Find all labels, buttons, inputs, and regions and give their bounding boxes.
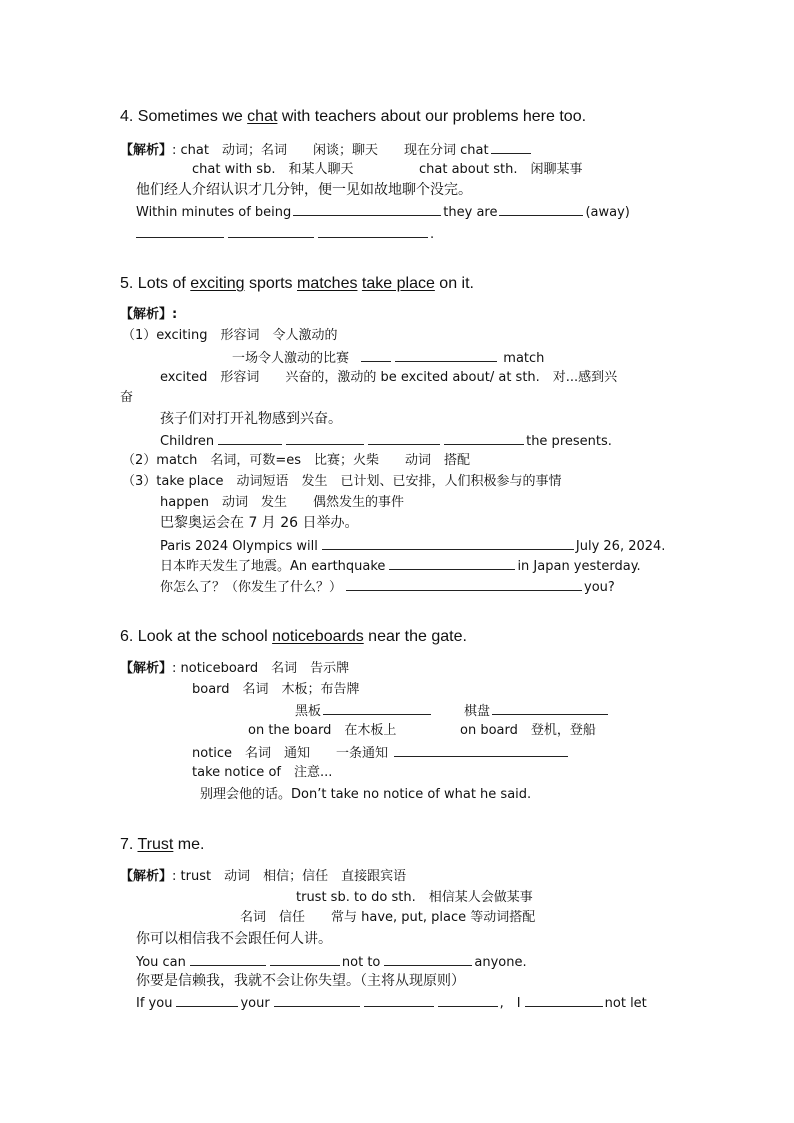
q5-keyword-exciting: exciting	[190, 275, 245, 292]
q5-children-cn-text: 孩子们对打开礼物感到兴奋。	[160, 411, 342, 427]
q5-keyword-take-place: take place	[361, 275, 435, 292]
blank[interactable]	[384, 952, 472, 966]
blank[interactable]	[293, 202, 441, 216]
q7-example2-en-b: your	[240, 996, 270, 1011]
q5-children-en-a: Children	[160, 434, 215, 449]
q5-exciting-def: exciting 形容词 令人激动的	[156, 328, 338, 343]
q6-on-the-board	[248, 722, 396, 740]
item-number: （3）	[122, 474, 157, 489]
q5-you	[160, 577, 615, 597]
q4-sentence-post: with teachers about our problems here too.	[277, 108, 587, 125]
q5-paris-en-end: July 26, 2024.	[575, 539, 666, 554]
q5-paris-cn-text: 巴黎奥运会在 7 月 26 日举办。	[160, 515, 359, 531]
q7-number: 7.	[120, 836, 138, 853]
q4-example-en-a: Within minutes of being	[136, 205, 292, 220]
q7-example1-en	[136, 952, 527, 972]
blank[interactable]	[395, 348, 497, 362]
q4-example-cn-text: 他们经人介绍认识才几分钟，便一见如故地聊个没完。	[136, 182, 472, 198]
q4-period: .	[430, 227, 435, 242]
q7-analysis-line1	[120, 868, 406, 886]
q5-number: 5.	[120, 275, 138, 292]
blank[interactable]	[346, 577, 582, 591]
blank[interactable]	[499, 202, 583, 216]
q6-on-board-text: on board 登机，登船	[460, 723, 596, 738]
blank[interactable]	[274, 993, 360, 1007]
blank[interactable]	[491, 140, 531, 154]
blank[interactable]	[361, 348, 391, 362]
analysis-tag: 【解析】	[120, 143, 173, 158]
q6-on-board	[460, 722, 596, 740]
q6-notice-def	[192, 743, 570, 763]
q5-quake-b: in Japan yesterday.	[517, 559, 641, 574]
q4-sentence-pre: Sometimes we	[137, 108, 248, 125]
q4-analysis-line2	[192, 161, 353, 179]
q6-sentence-post: near the gate.	[363, 628, 467, 645]
q5-analysis-tag	[120, 306, 177, 324]
q5-excited-text: excited 形容词 兴奋的，激动的 be excited about/ at sth. 对...感到兴	[160, 370, 618, 385]
q7-heading	[120, 834, 204, 856]
q6-sentence-pre: Look at the school	[137, 628, 273, 645]
q7-sentence-post: me.	[173, 836, 205, 853]
q6-keyword: noticeboards	[272, 628, 364, 645]
q4-chat-with: chat with sb. 和某人聊天	[192, 162, 354, 177]
q4-heading	[120, 106, 586, 128]
q5-take-place-def: take place 动词短语 发生 已计划、已安排，人们积极参与的事情	[156, 474, 562, 489]
blank[interactable]	[190, 952, 266, 966]
blank[interactable]	[364, 993, 434, 1007]
blank[interactable]	[323, 701, 431, 715]
q5-children-cn	[160, 410, 342, 428]
blank[interactable]	[228, 224, 314, 238]
q5-paris-cn	[160, 514, 359, 532]
blank[interactable]	[394, 743, 568, 757]
q5-item3	[122, 473, 562, 491]
q5-match-def: match 名词，可数=es 比赛；火柴 动词 搭配	[156, 453, 471, 468]
q6-blackboard	[295, 701, 433, 721]
q6-example-text: 别理会他的话。Don’t take no notice of what he said.	[200, 787, 532, 802]
q6-example	[200, 786, 531, 804]
q7-trust-pattern	[296, 889, 533, 907]
q5-children-en	[160, 431, 612, 451]
blank[interactable]	[389, 556, 515, 570]
q5-quake	[160, 556, 641, 576]
q4-keyword: chat	[247, 108, 278, 125]
q5-exciting-example-en: match	[503, 351, 545, 366]
q7-example2-en-c: , I	[499, 996, 521, 1011]
q4-example-en-b: they are	[443, 205, 498, 220]
q6-chessboard	[464, 701, 610, 721]
q4-analysis-line1	[120, 140, 533, 160]
q5-heading	[120, 273, 474, 295]
q5-exciting-example	[232, 348, 544, 368]
blank[interactable]	[525, 993, 603, 1007]
q7-example2-en	[136, 993, 647, 1013]
q5-s4: on it.	[434, 275, 474, 292]
q5-paris-en	[160, 536, 665, 556]
q7-example2-en-d: not let	[604, 996, 647, 1011]
q5-happen-def	[160, 494, 404, 512]
q4-example-en2	[134, 224, 434, 244]
blank[interactable]	[270, 952, 340, 966]
q7-example1-cn-text: 你可以相信我不会跟任何人讲。	[136, 931, 332, 947]
q6-take-notice	[192, 764, 332, 782]
blank[interactable]	[176, 993, 238, 1007]
q5-you-a: 你怎么了？（你发生了什么？）	[160, 580, 343, 595]
q6-heading	[120, 626, 467, 648]
analysis-tag: 【解析】	[120, 661, 173, 676]
q5-children-en-end: the presents.	[526, 434, 612, 449]
q6-notice-text: notice 名词 通知 一条通知	[192, 746, 389, 761]
q7-example1-en-c: anyone.	[474, 955, 527, 970]
blank[interactable]	[322, 536, 574, 550]
blank[interactable]	[218, 431, 282, 445]
q4-analysis-line2b	[419, 161, 582, 179]
q6-on-the-board-text: on the board 在木板上	[248, 723, 397, 738]
q7-example2-cn	[136, 972, 465, 990]
blank[interactable]	[368, 431, 440, 445]
q5-paris-en-a: Paris 2024 Olympics will	[160, 539, 318, 554]
q5-item2	[122, 452, 470, 470]
q4-chat-def: : chat 动词；名词 闲谈；聊天 现在分词 chat	[172, 143, 489, 158]
item-number: （2）	[122, 453, 157, 468]
q4-example-cn	[136, 181, 472, 199]
analysis-tag: 【解析】:	[120, 307, 178, 322]
blank[interactable]	[136, 224, 224, 238]
q4-example-en	[136, 202, 630, 222]
q7-keyword: Trust	[137, 836, 174, 853]
q6-blackboard-cn: 黑板	[295, 704, 322, 719]
q7-noun-def-text: 名词 信任 常与 have, put, place 等动词搭配	[240, 910, 536, 925]
q6-analysis-line1	[120, 660, 349, 678]
blank[interactable]	[492, 701, 608, 715]
q7-example1-en-a: You can	[136, 955, 186, 970]
item-number: （1）	[122, 328, 157, 343]
q5-excited-text2: 奋	[120, 390, 134, 405]
q5-excited-def2	[120, 389, 133, 407]
q5-keyword-matches: matches	[297, 275, 358, 292]
analysis-tag: 【解析】	[120, 869, 173, 884]
q7-example1-en-b: not to	[341, 955, 381, 970]
q7-example1-cn	[136, 930, 332, 948]
blank[interactable]	[318, 224, 428, 238]
q7-example2-en-a: If you	[136, 996, 173, 1011]
q6-noticeboard-def: : noticeboard 名词 告示牌	[172, 661, 350, 676]
q6-board-text: board 名词 木板；布告牌	[192, 682, 360, 697]
q6-board-def	[192, 681, 360, 699]
blank[interactable]	[438, 993, 498, 1007]
q5-s1: Lots of	[137, 275, 191, 292]
q5-you-b: you?	[584, 580, 615, 595]
q4-example-en-c: (away)	[585, 205, 630, 220]
q7-trust-def: : trust 动词 相信；信任 直接跟宾语	[172, 869, 407, 884]
q6-take-notice-text: take notice of 注意...	[192, 765, 333, 780]
q5-excited-def	[160, 369, 617, 387]
q7-noun-def	[240, 909, 535, 927]
q5-quake-a: 日本昨天发生了地震。An earthquake	[160, 559, 386, 574]
q7-trust-pattern-text: trust sb. to do sth. 相信某人会做某事	[296, 890, 533, 905]
blank[interactable]	[444, 431, 524, 445]
q7-example2-cn-text: 你要是信赖我，我就不会让你失望。（主将从现原则）	[136, 973, 465, 989]
q5-item1	[122, 327, 337, 345]
q4-chat-about: chat about sth. 闲聊某事	[419, 162, 583, 177]
q5-s2: sports	[244, 275, 297, 292]
q6-number: 6.	[120, 628, 138, 645]
q5-exciting-example-cn: 一场令人激动的比赛	[232, 351, 350, 366]
q6-chessboard-cn: 棋盘	[464, 704, 491, 719]
q5-happen-text: happen 动词 发生 偶然发生的事件	[160, 495, 404, 510]
blank[interactable]	[286, 431, 364, 445]
q4-number: 4.	[120, 108, 138, 125]
